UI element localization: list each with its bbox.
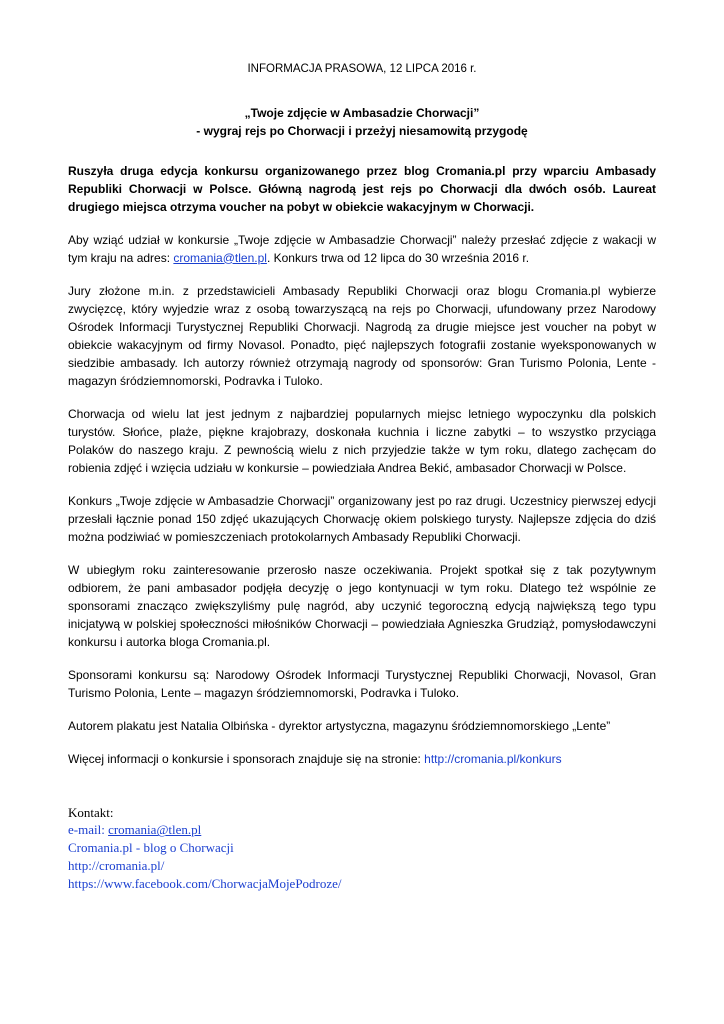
lead-paragraph: Ruszyła druga edycja konkursu organizowanego przez blog Cromania.pl przy wparciu Ambasady Republiki Chorwacji w Polsce. Główną nagrodą jest rejs po Chorwacji dla dwóch osób. Laureat drugiego miejsca otrzyma voucher na pobyt w obiekcie wakacyjnym w Chorwacji. xyxy=(68,163,656,214)
participation-text-before: Aby wziąć udział w konkursie „Twoje zdjęcie w Ambasadzie Chorwacji” należy przesłać zdjęcie z wakacji w tym kraju na adres: xyxy=(68,232,656,265)
participation-text-after: . Konkurs trwa od 12 lipca do 30 września 2016 r. xyxy=(266,250,530,265)
jury-paragraph: Jury złożone m.in. z przedstawicieli Ambasady Republiki Chorwacji oraz blogu Cromania.pl wybierze zwycięzcę, który wyjedzie wraz z osobą towarzyszącą na rejs po Chorwacji, ufundowany przez Narodowy Ośrodek Informacji Turystycznej Republiki Chorwacji. Nagrodą za drugie miejsce jest voucher na pobyt w obiekcie wakacyjnym od firmy Novasol. Ponadto, pięć najlepszych fotografii zostanie wyeksponowanych w siedzibie ambasady. Ich autorzy również otrzymają nagrody od sponsorów: Gran Turismo Polonia, Lente - magazyn śródziemnomorski, Podravka i Tuloko. xyxy=(68,283,656,388)
title-line-1: „Twoje zdjęcie w Ambasadzie Chorwacji” xyxy=(244,105,480,120)
contact-facebook-row[interactable]: https://www.facebook.com/ChorwacjaMojePodroze/ xyxy=(68,876,342,892)
contact-email-row xyxy=(68,821,656,839)
contact-blog-row: Cromania.pl - blog o Chorwacji xyxy=(68,840,234,856)
contest-page-link[interactable]: http://cromania.pl/konkurs xyxy=(424,751,562,766)
more-info-paragraph xyxy=(68,750,656,768)
organizer-quote-text: W ubiegłym roku zainteresowanie przerosło nasze oczekiwania. Projekt spotkał się z tak pozytywnym odbiorem, że pani ambasador podjęła decyzję o jego kontynuacji w tym roku. Dlatego też wspólnie ze sponsorami znacząco zwiększyliśmy pulę nagród, aby uczynić tegoroczną edycją największą tego typu inicjatywą w polskiej społeczności miłośników Chorwacji xyxy=(68,562,656,631)
organizer-quote-attribution: – powiedziała Agnieszka Grudziąż, pomysłodawczyni konkursu i autorka bloga Cromania.pl. xyxy=(68,616,656,649)
title-line-2: - wygraj rejs po Chorwacji i przeżyj niesamowitą przygodę xyxy=(196,123,528,138)
contact-email-prefix: e-mail: xyxy=(68,822,109,838)
organizer-quote-paragraph xyxy=(68,561,656,651)
sponsors-paragraph: Sponsorami konkursu są: Narodowy Ośrodek Informacji Turystycznej Republiki Chorwacji, Novasol, Gran Turismo Polonia, Lente – magazyn śródziemnomorski, Podravka i Tuloko. xyxy=(68,667,656,700)
contact-website-row[interactable]: http://cromania.pl/ xyxy=(68,858,165,874)
ambassador-quote-attribution: – powiedziała Andrea Bekić, ambasador Chorwacji w Polsce. xyxy=(298,460,627,475)
document-title xyxy=(68,104,656,140)
contact-label: Kontakt: xyxy=(68,804,114,820)
contact-email-link[interactable]: cromania@tlen.pl xyxy=(108,822,202,838)
contest-email-link[interactable]: cromania@tlen.pl xyxy=(173,250,267,265)
press-release-header: INFORMACJA PRASOWA, 12 LIPCA 2016 r. xyxy=(247,63,477,75)
participation-paragraph xyxy=(68,231,656,267)
contact-block xyxy=(68,804,656,894)
ambassador-quote-paragraph xyxy=(68,405,656,477)
second-edition-paragraph: Konkurs „Twoje zdjęcie w Ambasadzie Chorwacji” organizowany jest po raz drugi. Uczestnicy pierwszej edycji przesłali łącznie ponad 150 zdjęć ukazujących Chorwację okiem polskiego turysty. Najlepsze zdjęcia do dziś można podziwiać w pomieszczeniach protokolarnych Ambasady Republiki Chorwacji. xyxy=(68,493,656,544)
poster-author-paragraph: Autorem plakatu jest Natalia Olbińska - dyrektor artystyczna, magazynu śródziemnomorskiego „Lente” xyxy=(68,718,611,733)
more-info-text: Więcej informacji o konkursie i sponsorach znajduje się na stronie: xyxy=(68,751,425,766)
ambassador-quote-text: Chorwacja od wielu lat jest jednym z najbardziej popularnych miejsc letniego wypoczynku dla polskich turystów. Słońce, plaże, piękne krajobrazy, doskonała kuchnia i liczne zabytki – to wszystko przyciąga Polaków do naszego kraju. Z pewnością wielu z nich przyjedzie także w tym roku, dlatego zachęcam do robienia zdjęć i wzięcia udziału w konkursie xyxy=(68,406,656,475)
